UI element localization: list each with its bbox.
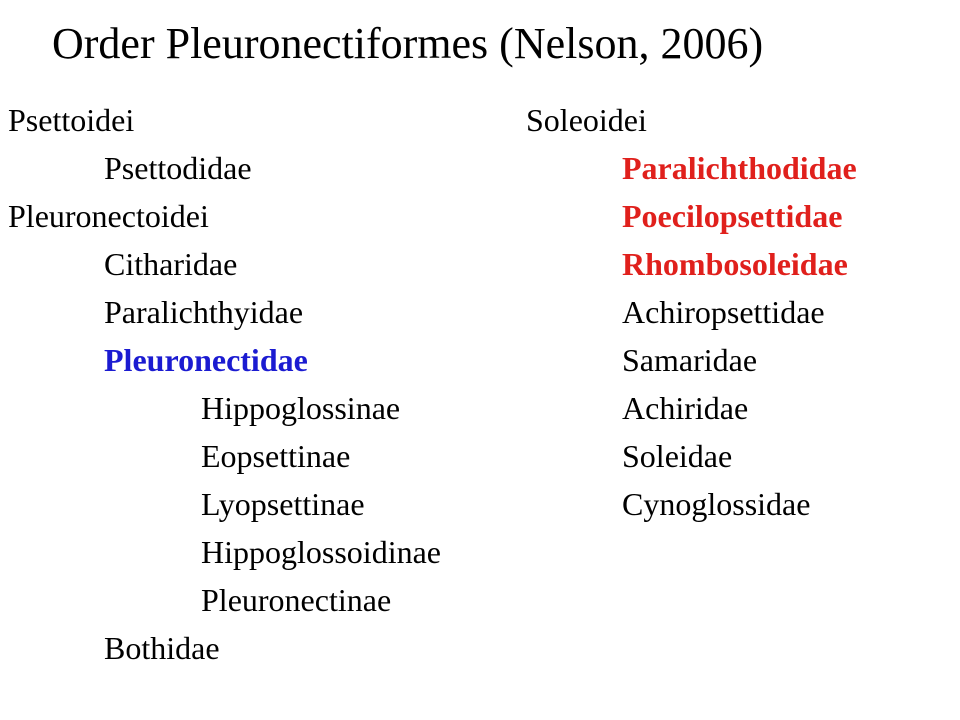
subfamily-lyopsettinae: Lyopsettinae: [201, 486, 365, 522]
family-rhombosoleidae: Rhombosoleidae: [622, 246, 848, 282]
page-title: Order Pleuronectiformes (Nelson, 2006): [52, 19, 764, 68]
family-achiridae: Achiridae: [622, 390, 749, 426]
right-taxonomy-column: [526, 96, 857, 528]
suborder-soleoidei: Soleoidei: [526, 102, 647, 138]
subfamily-hippoglossinae: Hippoglossinae: [201, 390, 401, 426]
subfamily-hippoglossoidinae: Hippoglossoidinae: [201, 534, 441, 570]
family-soleidae: Soleidae: [622, 438, 733, 474]
family-paralichthyidae: Paralichthyidae: [104, 294, 304, 330]
family-samaridae: Samaridae: [622, 342, 758, 378]
subfamily-eopsettinae: Eopsettinae: [201, 438, 351, 474]
suborder-pleuronectoidei: Pleuronectoidei: [8, 198, 209, 234]
family-cynoglossidae: Cynoglossidae: [622, 486, 811, 522]
left-taxonomy-column: [8, 96, 441, 672]
family-psettodidae: Psettodidae: [104, 150, 252, 186]
family-pleuronectidae: Pleuronectidae: [104, 342, 308, 378]
family-bothidae: Bothidae: [104, 630, 220, 666]
suborder-psettoidei: Psettoidei: [8, 102, 135, 138]
family-achiropsettidae: Achiropsettidae: [622, 294, 825, 330]
family-citharidae: Citharidae: [104, 246, 238, 282]
family-paralichthodidae: Paralichthodidae: [622, 150, 857, 186]
family-poecilopsettidae: Poecilopsettidae: [622, 198, 843, 234]
subfamily-pleuronectinae: Pleuronectinae: [201, 582, 392, 618]
